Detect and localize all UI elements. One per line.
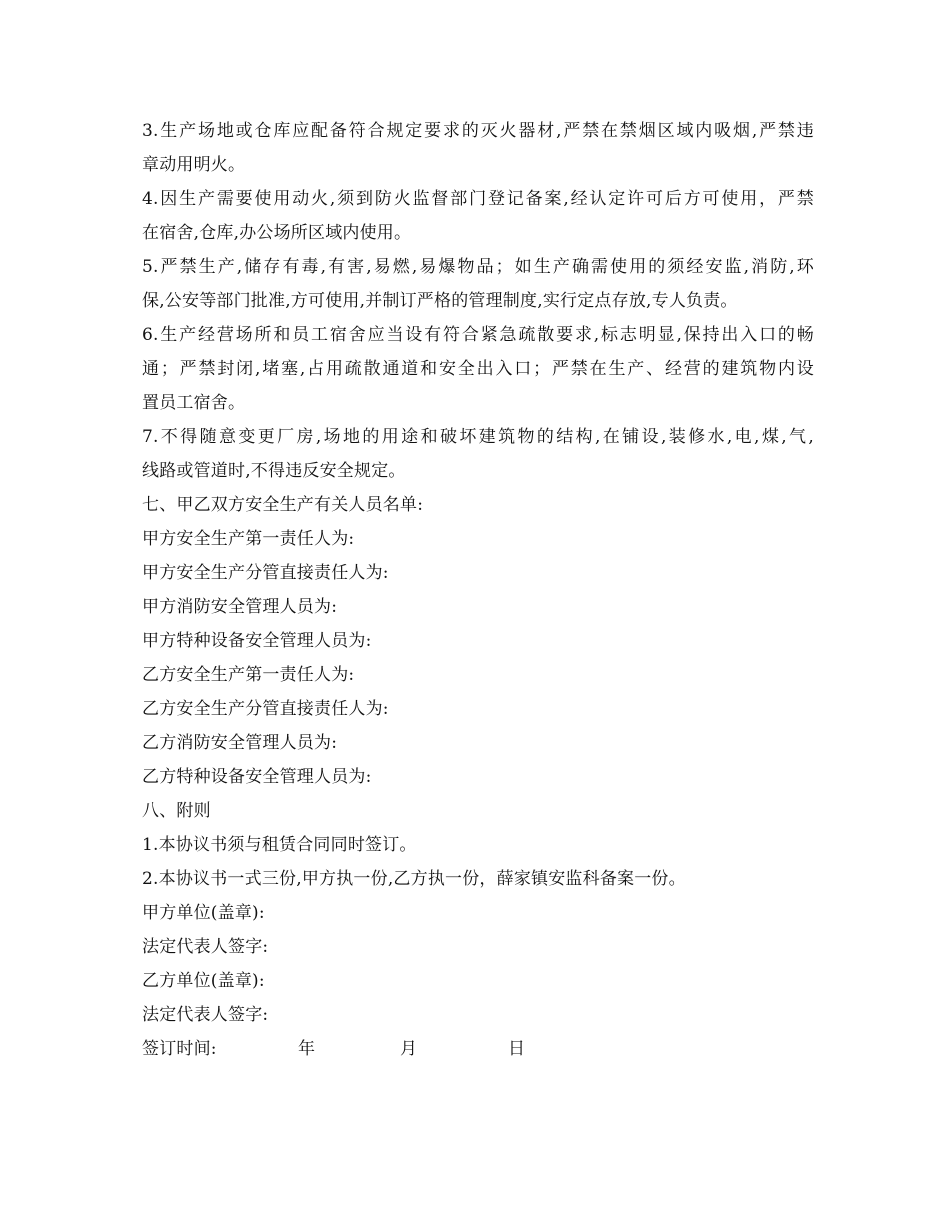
item-7-line-1: 7.不得随意变更厂房,场地的用途和破坏建筑物的结构,在铺设,装修水,电,煤,气, bbox=[142, 427, 814, 447]
signing-date-label: 签订时间: bbox=[142, 1039, 217, 1059]
item-6-line-2: 通；严禁封闭,堵塞,占用疏散通道和安全出入口；严禁在生产、经营的建筑物内设 bbox=[142, 359, 814, 379]
year-label: 年 bbox=[298, 1039, 316, 1059]
document-page bbox=[142, 114, 814, 1066]
role-line: 乙方特种设备安全管理人员为: bbox=[142, 767, 372, 787]
role-line: 乙方消防安全管理人员为: bbox=[142, 733, 338, 753]
role-line: 乙方安全生产分管直接责任人为: bbox=[142, 699, 389, 719]
section-7-heading: 七、甲乙双方安全生产有关人员名单: bbox=[142, 495, 424, 515]
party-a-rep-label: 法定代表人签字: bbox=[142, 937, 269, 957]
role-line: 甲方消防安全管理人员为: bbox=[142, 597, 338, 617]
party-a-unit-label: 甲方单位(盖章): bbox=[142, 903, 265, 923]
role-line: 甲方特种设备安全管理人员为: bbox=[142, 631, 372, 651]
item-4-line-1: 4.因生产需要使用动火,须到防火监督部门登记备案,经认定许可后方可使用，严禁 bbox=[142, 189, 814, 209]
item-5-line-1: 5.严禁生产,储存有毒,有害,易燃,易爆物品；如生产确需使用的须经安监,消防,环 bbox=[142, 257, 814, 277]
section-8-heading: 八、附则 bbox=[142, 801, 211, 821]
role-line: 甲方安全生产第一责任人为: bbox=[142, 529, 355, 549]
role-line: 甲方安全生产分管直接责任人为: bbox=[142, 563, 389, 583]
item-3-line-2: 章动用明火。 bbox=[142, 155, 246, 175]
item-6-line-3: 置员工宿舍。 bbox=[142, 393, 246, 413]
clause-1: 1.本协议书须与租赁合同同时签订。 bbox=[142, 835, 417, 855]
clause-2: 2.本协议书一式三份,甲方执一份,乙方执一份，薛家镇安监科备案一份。 bbox=[142, 869, 686, 889]
month-label: 月 bbox=[400, 1039, 418, 1059]
day-label: 日 bbox=[508, 1039, 526, 1059]
party-b-rep-label: 法定代表人签字: bbox=[142, 1005, 269, 1025]
role-line: 乙方安全生产第一责任人为: bbox=[142, 665, 355, 685]
item-3-line-1: 3.生产场地或仓库应配备符合规定要求的灭火器材,严禁在禁烟区域内吸烟,严禁违 bbox=[142, 121, 814, 141]
party-b-unit-label: 乙方单位(盖章): bbox=[142, 971, 265, 991]
item-6-line-1: 6.生产经营场所和员工宿舍应当设有符合紧急疏散要求,标志明显,保持出入口的畅 bbox=[142, 325, 814, 345]
item-4-line-2: 在宿舍,仓库,办公场所区域内使用。 bbox=[142, 223, 412, 243]
item-5-line-2: 保,公安等部门批准,方可使用,并制订严格的管理制度,实行定点存放,专人负责。 bbox=[142, 291, 738, 311]
item-7-line-2: 线路或管道时,不得违反安全规定。 bbox=[142, 461, 406, 481]
signing-date-line bbox=[142, 1032, 814, 1066]
